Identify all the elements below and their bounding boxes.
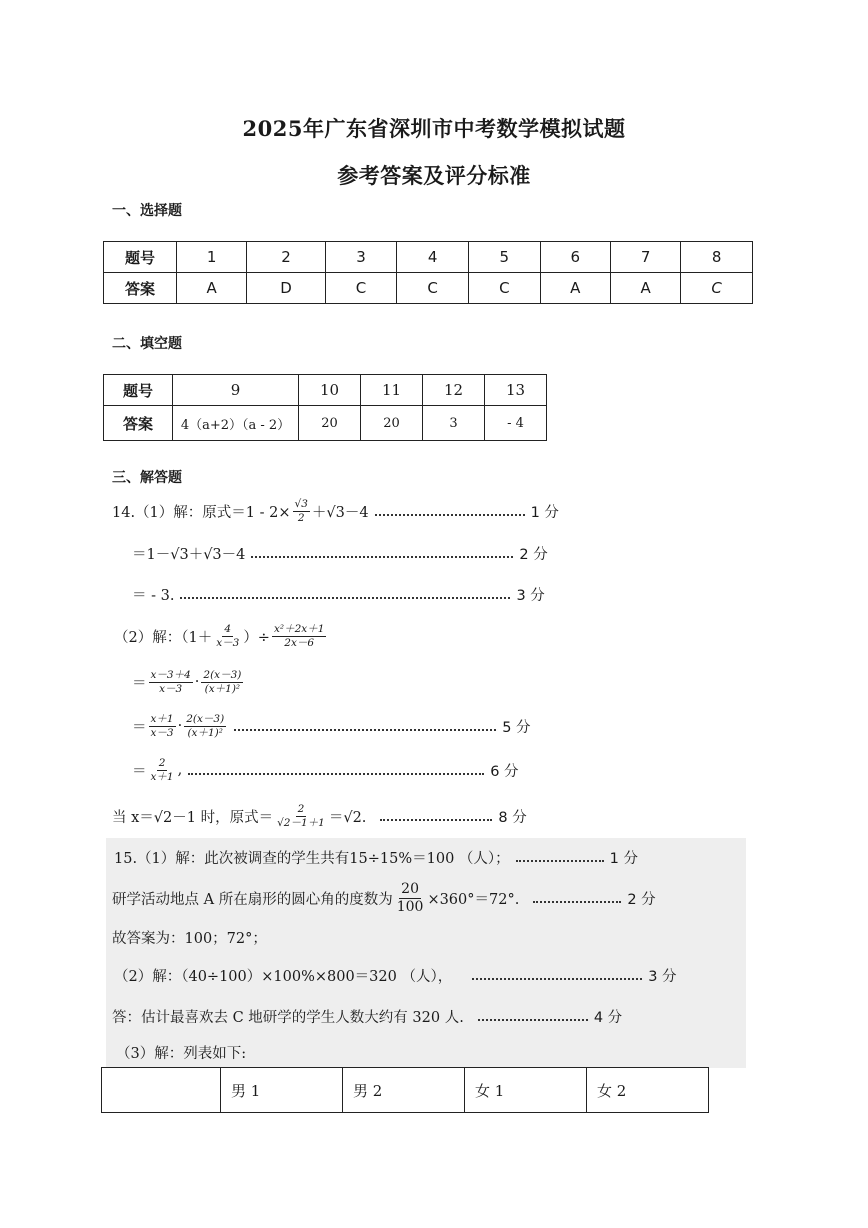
leader-dots — [478, 1019, 588, 1021]
q15-line-3 — [112, 917, 267, 957]
numerator: √3 — [294, 498, 308, 511]
table-cell: 男 2 — [343, 1068, 465, 1113]
table-row — [104, 375, 547, 406]
score-label: 6 分 — [490, 763, 519, 780]
table-cell: C — [325, 273, 397, 304]
math-text: 14.（1）解：原式＝1 - 2× — [112, 504, 291, 521]
numerator: x－3＋4 — [150, 669, 191, 682]
table-cell: 题号 — [104, 242, 177, 273]
math-text: · — [194, 674, 200, 690]
table-cell: D — [247, 273, 325, 304]
score-label: 3 分 — [516, 587, 545, 604]
table-cell: 题号 — [104, 375, 173, 406]
q15-line-2 — [112, 878, 656, 918]
q15-line-6 — [116, 1032, 246, 1072]
q15-line-1 — [114, 837, 638, 877]
score-label: 8 分 — [498, 809, 527, 826]
denominator: x－3 — [150, 726, 174, 739]
math-text: · — [177, 718, 183, 734]
table-cell: 7 — [610, 242, 680, 273]
leader-dots — [380, 819, 492, 821]
math-text: ＋√3－4 — [311, 504, 369, 521]
table-cell: C — [681, 273, 753, 304]
table-cell: 5 — [469, 242, 541, 273]
table-cell: 女 1 — [465, 1068, 587, 1113]
section2-label: 二、填空题 — [112, 336, 182, 352]
math-text: （3）解：列表如下: — [116, 1045, 247, 1062]
table-row — [102, 1068, 709, 1113]
denominator: x－3 — [159, 682, 183, 695]
table-row — [104, 406, 547, 441]
page-subtitle: 参考答案及评分标准 — [337, 163, 531, 188]
score-label: 1 分 — [530, 504, 559, 521]
score-label: 3 分 — [648, 968, 677, 985]
table-cell: 9 — [173, 375, 299, 406]
q14-line-2 — [132, 533, 548, 573]
table-cell: 6 — [540, 242, 610, 273]
math-text: 答：估计最喜欢去 C 地研学的学生人数大约有 320 人. — [112, 1009, 464, 1026]
table-cell: 4（a+2）（a - 2） — [173, 406, 299, 441]
numerator: 2(x－3) — [186, 713, 225, 726]
score-label: 1 分 — [609, 850, 638, 867]
table-cell: 20 — [361, 406, 423, 441]
score-label: 4 分 — [593, 1009, 623, 1026]
math-text: （2）解：（1＋ — [114, 629, 213, 646]
q14-line-1 — [112, 491, 559, 531]
q14-part2-line — [114, 616, 328, 656]
numerator: 2 — [158, 757, 166, 770]
fraction — [149, 713, 176, 738]
fraction — [184, 713, 226, 738]
math-text: ＝√2. — [328, 809, 367, 826]
q14-step-1 — [132, 662, 245, 702]
math-text: ＝ — [132, 763, 147, 780]
score-label: 2 分 — [519, 546, 548, 563]
table-cell: 4 — [397, 242, 469, 273]
denominator: √2－1＋1 — [277, 816, 325, 829]
fraction — [272, 623, 326, 648]
denominator: (x＋1)² — [204, 682, 241, 695]
table-cell: 1 — [177, 242, 247, 273]
table-cell: 男 1 — [221, 1068, 343, 1113]
fraction — [293, 498, 310, 523]
math-text: 当 x＝√2－1 时，原式＝ — [112, 809, 274, 826]
numerator: 2(x－3) — [203, 669, 242, 682]
table-row — [104, 242, 753, 273]
table-cell: 3 — [325, 242, 397, 273]
table-cell: 女 2 — [587, 1068, 709, 1113]
denominator: 2x－6 — [284, 636, 315, 649]
q15-list-table — [101, 1067, 709, 1113]
leader-dots — [516, 860, 604, 862]
leader-dots — [375, 514, 525, 516]
table-cell: A — [610, 273, 680, 304]
numerator: 4 — [224, 623, 232, 636]
choice-answer-table — [103, 241, 753, 304]
denominator: x＋1 — [150, 770, 174, 783]
score-label: 5 分 — [502, 719, 531, 736]
section3-label: 三、解答题 — [112, 470, 182, 486]
table-cell: 10 — [299, 375, 361, 406]
table-cell: 13 — [485, 375, 547, 406]
leader-dots — [533, 901, 621, 903]
fraction — [149, 757, 176, 782]
math-text: 15.（1）解：此次被调查的学生共有15÷15%＝100 （人）； — [114, 850, 510, 867]
fraction — [275, 803, 327, 828]
table-cell: 3 — [423, 406, 485, 441]
leader-dots — [180, 597, 510, 599]
leader-dots — [234, 729, 496, 731]
table-cell — [102, 1068, 221, 1113]
table-cell: 8 — [681, 242, 753, 273]
table-cell: 20 — [299, 406, 361, 441]
fraction — [149, 669, 193, 694]
math-text: ＝ — [132, 675, 147, 692]
table-row — [104, 273, 753, 304]
q14-final — [112, 796, 527, 836]
leader-dots — [188, 773, 484, 775]
leader-dots — [251, 556, 513, 558]
q15-line-4 — [114, 955, 677, 995]
table-cell: A — [540, 273, 610, 304]
fill-answer-table — [103, 374, 547, 441]
q14-step-2 — [132, 706, 531, 746]
denominator: x－3 — [216, 636, 240, 649]
score-label: 2 分 — [627, 891, 656, 908]
math-text: 故答案为：100；72°； — [112, 930, 267, 947]
math-text: ）÷ — [243, 629, 270, 646]
numerator: x²＋2x＋1 — [273, 623, 325, 636]
math-text: , — [177, 762, 183, 778]
table-cell: 答案 — [104, 406, 173, 441]
denominator: 2 — [297, 511, 305, 524]
fraction — [214, 623, 241, 648]
table-cell: - 4 — [485, 406, 547, 441]
denominator: 100 — [396, 898, 424, 915]
table-cell: C — [469, 273, 541, 304]
page-title: 2025年广东省深圳市中考数学模拟试题 — [242, 116, 626, 141]
section1-label: 一、选择题 — [112, 203, 182, 219]
numerator: 20 — [401, 881, 419, 898]
numerator: x＋1 — [150, 713, 174, 726]
math-text: ＝ - 3. — [132, 587, 175, 604]
table-cell: A — [177, 273, 247, 304]
q15-line-5 — [112, 996, 622, 1036]
table-cell: 答案 — [104, 273, 177, 304]
math-text: ＝1－√3＋√3－4 — [132, 546, 246, 563]
q14-step-3 — [132, 750, 519, 790]
math-text: ＝ — [132, 719, 147, 736]
fraction — [395, 881, 426, 914]
q14-line-3 — [132, 574, 545, 614]
table-cell: 2 — [247, 242, 325, 273]
table-cell: 11 — [361, 375, 423, 406]
denominator: (x＋1)² — [187, 726, 223, 739]
leader-dots — [472, 978, 642, 980]
table-cell: C — [397, 273, 469, 304]
table-cell: 12 — [423, 375, 485, 406]
fraction — [201, 669, 243, 694]
math-text: （2）解：（40÷100）×100%×800＝320 （人）， — [114, 968, 453, 985]
math-text: 研学活动地点 A 所在扇形的圆心角的度数为 — [112, 891, 393, 908]
math-text: ×360°＝72°. — [427, 891, 520, 908]
numerator: 2 — [297, 803, 305, 816]
